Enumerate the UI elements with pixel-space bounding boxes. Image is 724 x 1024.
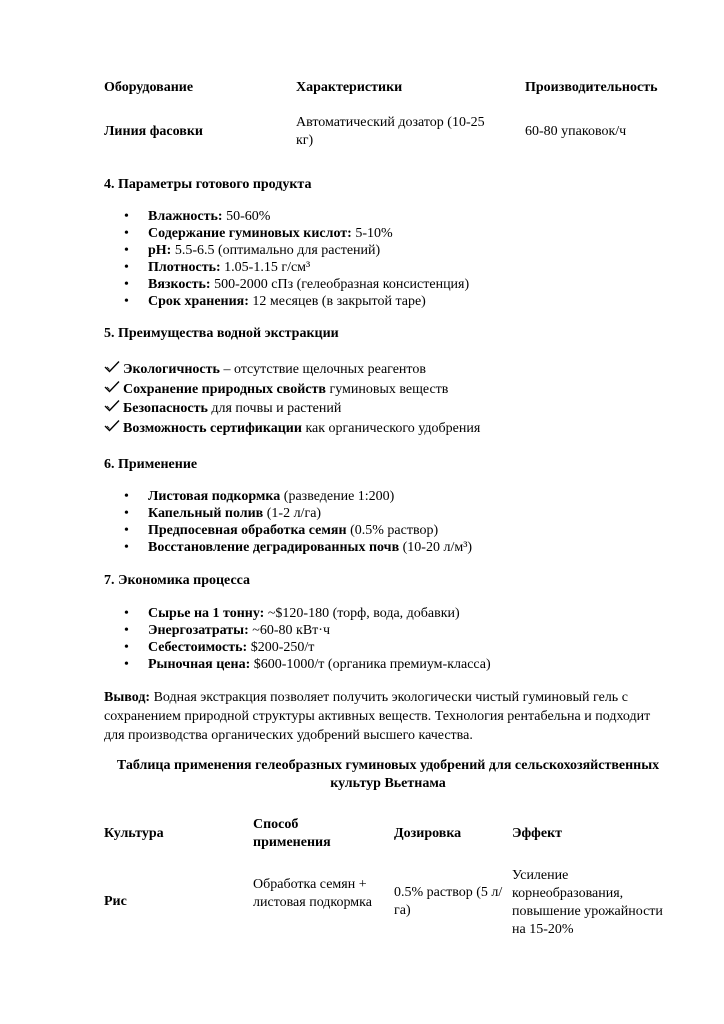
crop-header-method: Способ применения <box>253 817 331 850</box>
checkmark-icon <box>104 419 120 438</box>
list-item: • Капельный полив (1-2 л/га) <box>104 505 664 522</box>
list-item: • Листовая подкормка (разведение 1:200) <box>104 488 664 505</box>
list-item: • Восстановление деградированных почв (10-20 л/м³) <box>104 539 664 556</box>
list-item: • Срок хранения: 12 месяцев (в закрытой таре) <box>104 293 664 310</box>
list-item: Безопасность для почвы и растений <box>104 399 480 419</box>
crop-header-effect: Эффект <box>512 826 563 841</box>
crop-header-dose: Дозировка <box>394 826 462 841</box>
checkmark-icon <box>104 399 120 418</box>
list-item: • Себестоимость: $200-250/т <box>104 639 664 656</box>
equipment-row-name: Линия фасовки <box>104 124 203 139</box>
equipment-header-equipment: Оборудование <box>104 80 194 95</box>
equipment-row-specs: Автоматический дозатор (10-25 кг) <box>296 115 485 148</box>
list-item: Экологичность – отсутствие щелочных реагентов <box>104 360 480 380</box>
list-item: • Плотность: 1.05-1.15 г/см³ <box>104 259 664 276</box>
list-item: • Рыночная цена: $600-1000/т (органика премиум-класса) <box>104 656 664 673</box>
section-4-list <box>104 208 664 310</box>
section-6-list <box>104 488 664 556</box>
list-item: • Сырье на 1 тонну: ~$120-180 (торф, вода, добавки) <box>104 605 664 622</box>
checkmark-icon <box>104 360 120 379</box>
equipment-header-specs: Характеристики <box>296 80 403 95</box>
list-item: • pH: 5.5-6.5 (оптимально для растений) <box>104 242 664 259</box>
list-item: • Содержание гуминовых кислот: 5-10% <box>104 225 664 242</box>
equipment-row-capacity: 60-80 упаковок/ч <box>525 124 627 139</box>
crop-header-crop: Культура <box>104 826 164 841</box>
crop-row-dose: 0.5% раствор (5 л/га) <box>394 885 503 918</box>
crop-row-crop: Рис <box>104 894 127 909</box>
list-item: Сохранение природных свойств гуминовых веществ <box>104 380 480 400</box>
section-4-heading: 4. Параметры готового продукта <box>104 177 312 192</box>
section-5-heading: 5. Преимущества водной экстракции <box>104 326 339 341</box>
section-7-heading: 7. Экономика процесса <box>104 573 251 588</box>
conclusion-paragraph: Вывод: Водная экстракция позволяет получить экологически чистый гуминовый гель с сохранением природной структуры активных веществ. Технология рентабельна и подходит для производства органических удобрений высшего качества. <box>104 690 651 743</box>
list-item: • Вязкость: 500-2000 сПз (гелеобразная консистенция) <box>104 276 664 293</box>
crop-row-method: Обработка семян + листовая подкормка <box>253 877 372 910</box>
crop-row-effect: Усиление корнеобразования, повышение урожайности на 15-20% <box>512 868 663 937</box>
equipment-header-capacity: Производительность <box>525 80 658 95</box>
section-5-list <box>104 360 480 438</box>
list-item: • Энергозатраты: ~60-80 кВт·ч <box>104 622 664 639</box>
section-7-list <box>104 605 664 673</box>
list-item: • Предпосевная обработка семян (0.5% раствор) <box>104 522 664 539</box>
crop-table-title: Таблица применения гелеобразных гуминовых удобрений для сельскохозяйственных культур Вьетнама <box>116 758 660 791</box>
list-item: Возможность сертификации как органического удобрения <box>104 419 480 439</box>
section-6-heading: 6. Применение <box>104 457 198 472</box>
checkmark-icon <box>104 380 120 399</box>
list-item: • Влажность: 50-60% <box>104 208 664 225</box>
